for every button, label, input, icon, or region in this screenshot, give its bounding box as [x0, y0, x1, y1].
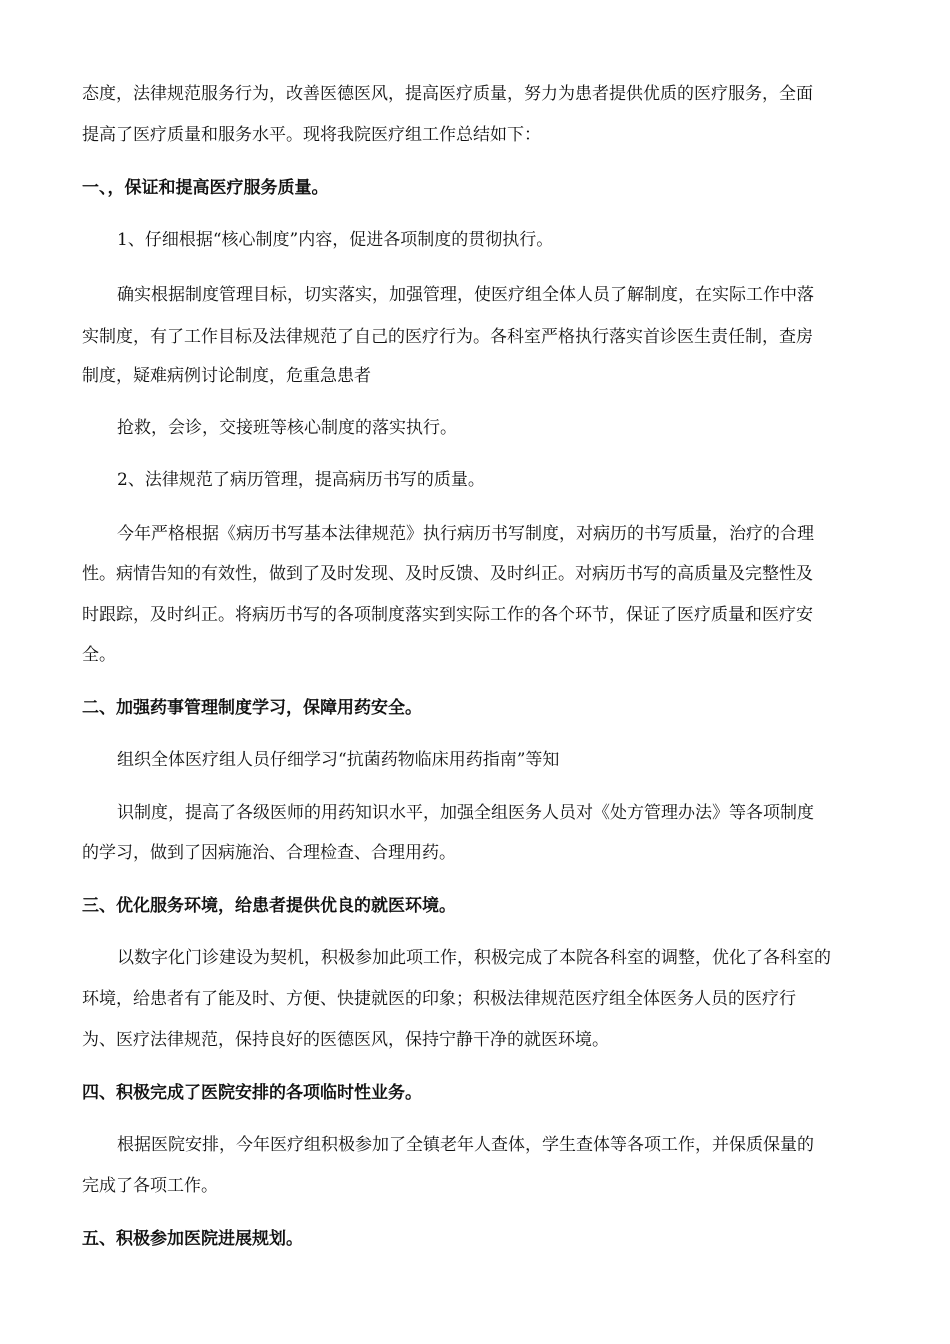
paragraph-line: 提高了医疗质量和服务水平。现将我院医疗组工作总结如下：: [82, 125, 541, 145]
paragraph-line: 环境，给患者有了能及时、方便、快捷就医的印象；积极法律规范医疗组全体医务人员的医疗行: [82, 989, 796, 1009]
paragraph-line: 今年严格根据《病历书写基本法律规范》执行病历书写制度，对病历的书写质量，治疗的合理: [117, 524, 814, 544]
paragraph-line: 制度，疑难病例讨论制度，危重急患者: [82, 366, 371, 386]
paragraph-line: 实制度，有了工作目标及法律规范了自己的医疗行为。各科室严格执行落实首诊医生责任制，查房: [82, 327, 813, 347]
paragraph-line: 时跟踪，及时纠正。将病历书写的各项制度落实到实际工作的各个环节，保证了医疗质量和医疗安: [82, 605, 813, 625]
paragraph-line: 抢救，会诊，交接班等核心制度的落实执行。: [117, 418, 457, 438]
paragraph-line: 根据医院安排，今年医疗组积极参加了全镇老年人查体，学生查体等各项工作，并保质保量的: [117, 1135, 814, 1155]
paragraph-line: 的学习，做到了因病施治、合理检查、合理用药。: [82, 843, 456, 863]
paragraph-line: 确实根据制度管理目标，切实落实，加强管理，使医疗组全体人员了解制度，在实际工作中落: [117, 285, 814, 305]
section-heading-3: 三、优化服务环境，给患者提供优良的就医环境。: [82, 896, 456, 916]
section-heading-4: 四、积极完成了医院安排的各项临时性业务。: [82, 1083, 422, 1103]
paragraph-line: 为、医疗法律规范，保持良好的医德医风，保持宁静干净的就医环境。: [82, 1030, 609, 1050]
subsection-heading: 2、法律规范了病历管理，提高病历书写的质量。: [117, 470, 485, 490]
paragraph-line: 性。病情告知的有效性，做到了及时发现、及时反馈、及时纠正。对病历书写的高质量及完整性及: [82, 564, 813, 584]
paragraph-line: 组织全体医疗组人员仔细学习“抗菌药物临床用药指南”等知: [117, 750, 560, 770]
section-heading-2: 二、加强药事管理制度学习，保障用药安全。: [82, 698, 422, 718]
section-heading-5: 五、积极参加医院进展规划。: [82, 1229, 303, 1249]
paragraph-line: 全。: [82, 645, 116, 665]
paragraph-line: 完成了各项工作。: [82, 1176, 218, 1196]
paragraph-line: 识制度，提高了各级医师的用药知识水平，加强全组医务人员对《处方管理办法》等各项制度: [117, 803, 814, 823]
section-heading-1: 一、，保证和提高医疗服务质量。: [82, 178, 329, 198]
paragraph-line: 以数字化门诊建设为契机，积极参加此项工作，积极完成了本院各科室的调整，优化了各科室的: [117, 948, 831, 968]
paragraph-line: 态度，法律规范服务行为，改善医德医风，提高医疗质量，努力为患者提供优质的医疗服务，全面: [82, 84, 813, 104]
subsection-heading: 1、仔细根据“核心制度”内容，促进各项制度的贯彻执行。: [117, 230, 554, 250]
